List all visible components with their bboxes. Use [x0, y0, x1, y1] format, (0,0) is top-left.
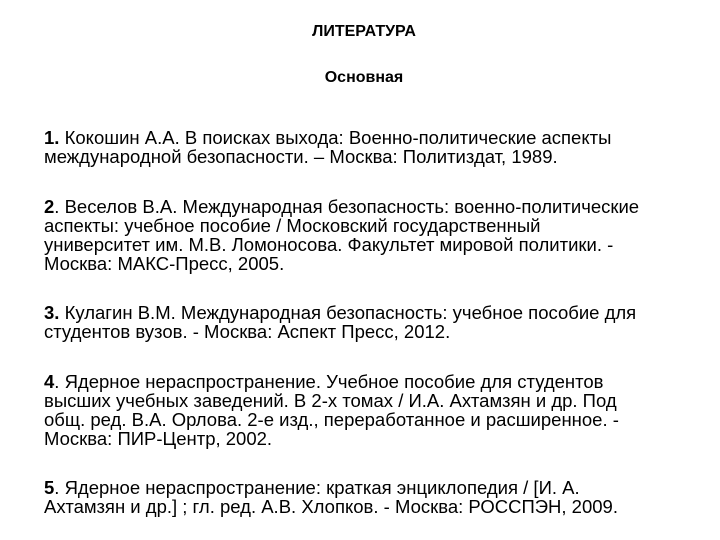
- reference-text: Кулагин В.М. Международная безопасность: учебное пособие для: [64, 302, 637, 323]
- reference-text: Ахтамзян и др.] ; гл. ред. А.В. Хлопков. - Москва: РОССПЭН, 2009.: [44, 496, 618, 517]
- reference-text: университет им. М.В. Ломоносова. Факультет мировой политики. -: [44, 234, 614, 255]
- reference-text: . Веселов В.А. Международная безопасность: военно-политические: [54, 196, 640, 217]
- reference-item: [44, 372, 704, 448]
- reference-number: 4: [44, 371, 55, 392]
- reference-item: [44, 128, 704, 166]
- reference-text: Кокошин А.А. В поисках выхода: Военно-политические аспекты: [64, 127, 612, 148]
- page-title: ЛИТЕРАТУРА: [312, 23, 416, 40]
- reference-text: международной безопасности. – Москва: Политиздат, 1989.: [44, 146, 558, 167]
- reference-text: высших учебных заведений. В 2-х томах / И.А. Ахтамзян и др. Под: [44, 390, 617, 411]
- reference-text: студентов вузов. - Москва: Аспект Пресс, 2012.: [44, 321, 451, 342]
- reference-item: [44, 303, 704, 341]
- reference-number: 3.: [44, 302, 60, 323]
- reference-number: 1.: [44, 127, 60, 148]
- reference-number: 5: [44, 477, 55, 498]
- reference-text: Москва: МАКС-Пресс, 2005.: [44, 253, 285, 274]
- reference-text: . Ядерное нераспространение. Учебное пособие для студентов: [54, 371, 604, 392]
- reference-text: Москва: ПИР-Центр, 2002.: [44, 428, 273, 449]
- reference-text: аспекты: учебное пособие / Московский государственный: [44, 215, 541, 236]
- reference-number: 2: [44, 196, 55, 217]
- reference-text: . Ядерное нераспространение: краткая энциклопедия / [И. А.: [54, 477, 580, 498]
- section-subtitle: Основная: [324, 69, 404, 86]
- reference-item: [44, 197, 704, 273]
- reference-item: [44, 478, 704, 516]
- reference-text: общ. ред. В.А. Орлова. 2-е изд., переработанное и расширенное. -: [44, 409, 619, 430]
